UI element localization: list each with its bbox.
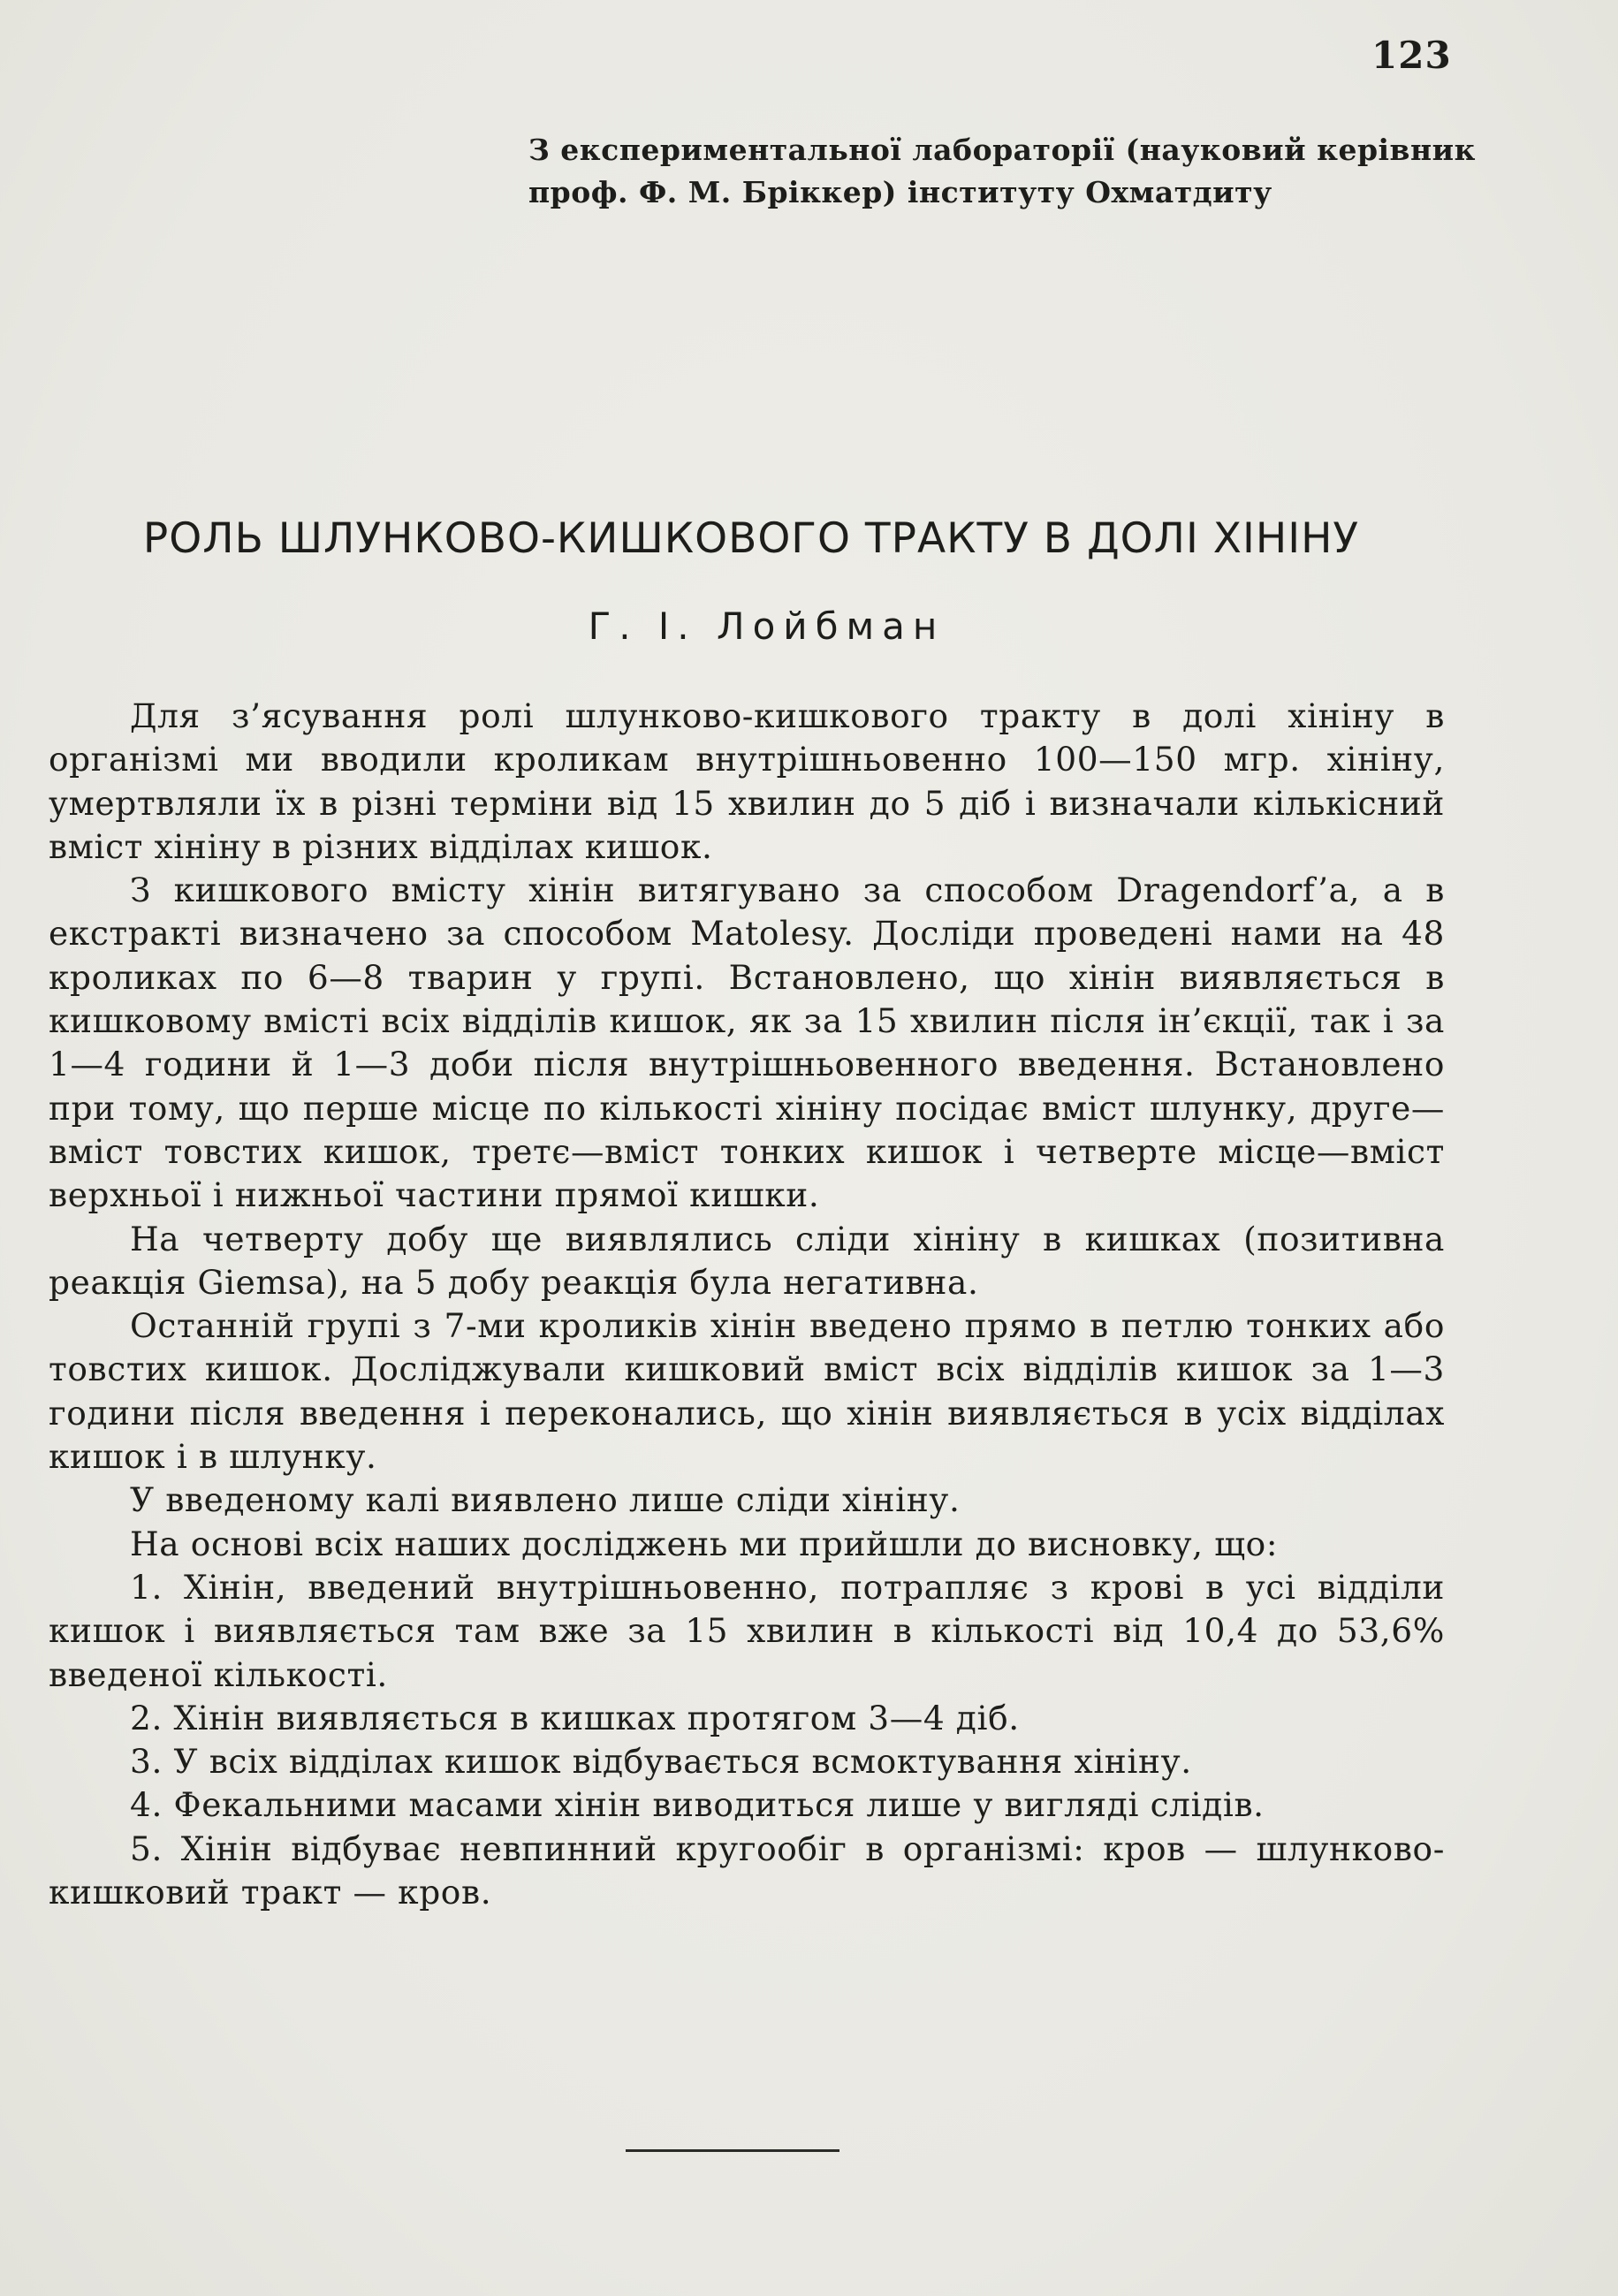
affiliation-line-1: З експериментальної лабораторії (науковий керівник — [528, 133, 1476, 167]
conclusion-item-5: 5. Хінін відбуває невпинний кругообіг в організмі: кров — шлунково-кишковий тракт — кров. — [49, 1828, 1445, 1912]
article-author: Г. І. Лойбман — [588, 604, 946, 648]
article-body — [49, 695, 1445, 1914]
paragraph-intro: Для з’ясування ролі шлунково-кишкового тракту в долі хініну в організмі ми вводили кроликам внутрішньовенно 100—150 мгр. хініну, умертвляли їх в різні терміни від 15 хвилин до 5 діб і визначали кількісний вміст хініну в різних відділах кишок. — [49, 696, 1445, 866]
end-rule-divider — [626, 2149, 839, 2152]
page-number: 123 — [1371, 34, 1452, 77]
paragraph-conclusion-intro: На основі всіх наших досліджень ми прийшли до висновку, що: — [130, 1524, 1279, 1563]
paragraph-last-group: Останній групі з 7-ми кроликів хінін введено прямо в петлю тонких або товстих кишок. Досліджували кишковий вміст всіх відділів кишок за 1—3 години після введення і переконались, що хінін виявляється в усіх відділах кишок і в шлунку. — [49, 1306, 1445, 1477]
paragraph-day-four: На четверту добу ще виявлялись сліди хініну в кишках (позитивна реакція Giemsa), на 5 добу реакція була негативна. — [49, 1219, 1445, 1302]
conclusion-item-3: 3. У всіх відділах кишок відбувається всмоктування хініну. — [130, 1742, 1192, 1782]
conclusion-item-1: 1. Хінін, введений внутрішньовенно, потрапляє з крові в усі відділи кишок і виявляється там вже за 15 хвилин в кількості від 10,4 до 53,6% введеної кількості. — [49, 1567, 1445, 1694]
conclusion-item-2: 2. Хінін виявляється в кишках протягом 3—4 діб. — [130, 1698, 1020, 1737]
conclusion-item-4: 4. Фекальними масами хінін виводиться лише у вигляді слідів. — [130, 1785, 1265, 1825]
affiliation-note — [528, 129, 1571, 214]
article-title: РОЛЬ ШЛУНКОВО-КИШКОВОГО ТРАКТУ В ДОЛІ ХІНІНУ — [142, 514, 1360, 563]
affiliation-line-2: проф. Ф. М. Бріккер) інституту Охматдиту — [528, 175, 1272, 209]
paragraph-feces: У введеному калі виявлено лише сліди хініну. — [130, 1480, 961, 1520]
paragraph-methods: З кишкового вмісту хінін витягувано за способом Dragendorf’а, а в екстракті визначено за способом Matolesy. Досліди проведені нами на 48 кроликах по 6—8 тварин у групі. Встановлено, що хінін виявляється в кишковому вмісті всіх відділів кишок, як за 15 хвилин після ін’єкції, так і за 1—4 години й 1—3 доби після внутрішньовенного введення. Встановлено при тому, що перше місце по кількості хініну посідає вміст шлунку, друге—вміст товстих кишок, третє—вміст тонких кишок і четверте місце—вміст верхньої і нижньої частини прямої кишки. — [49, 871, 1445, 1215]
